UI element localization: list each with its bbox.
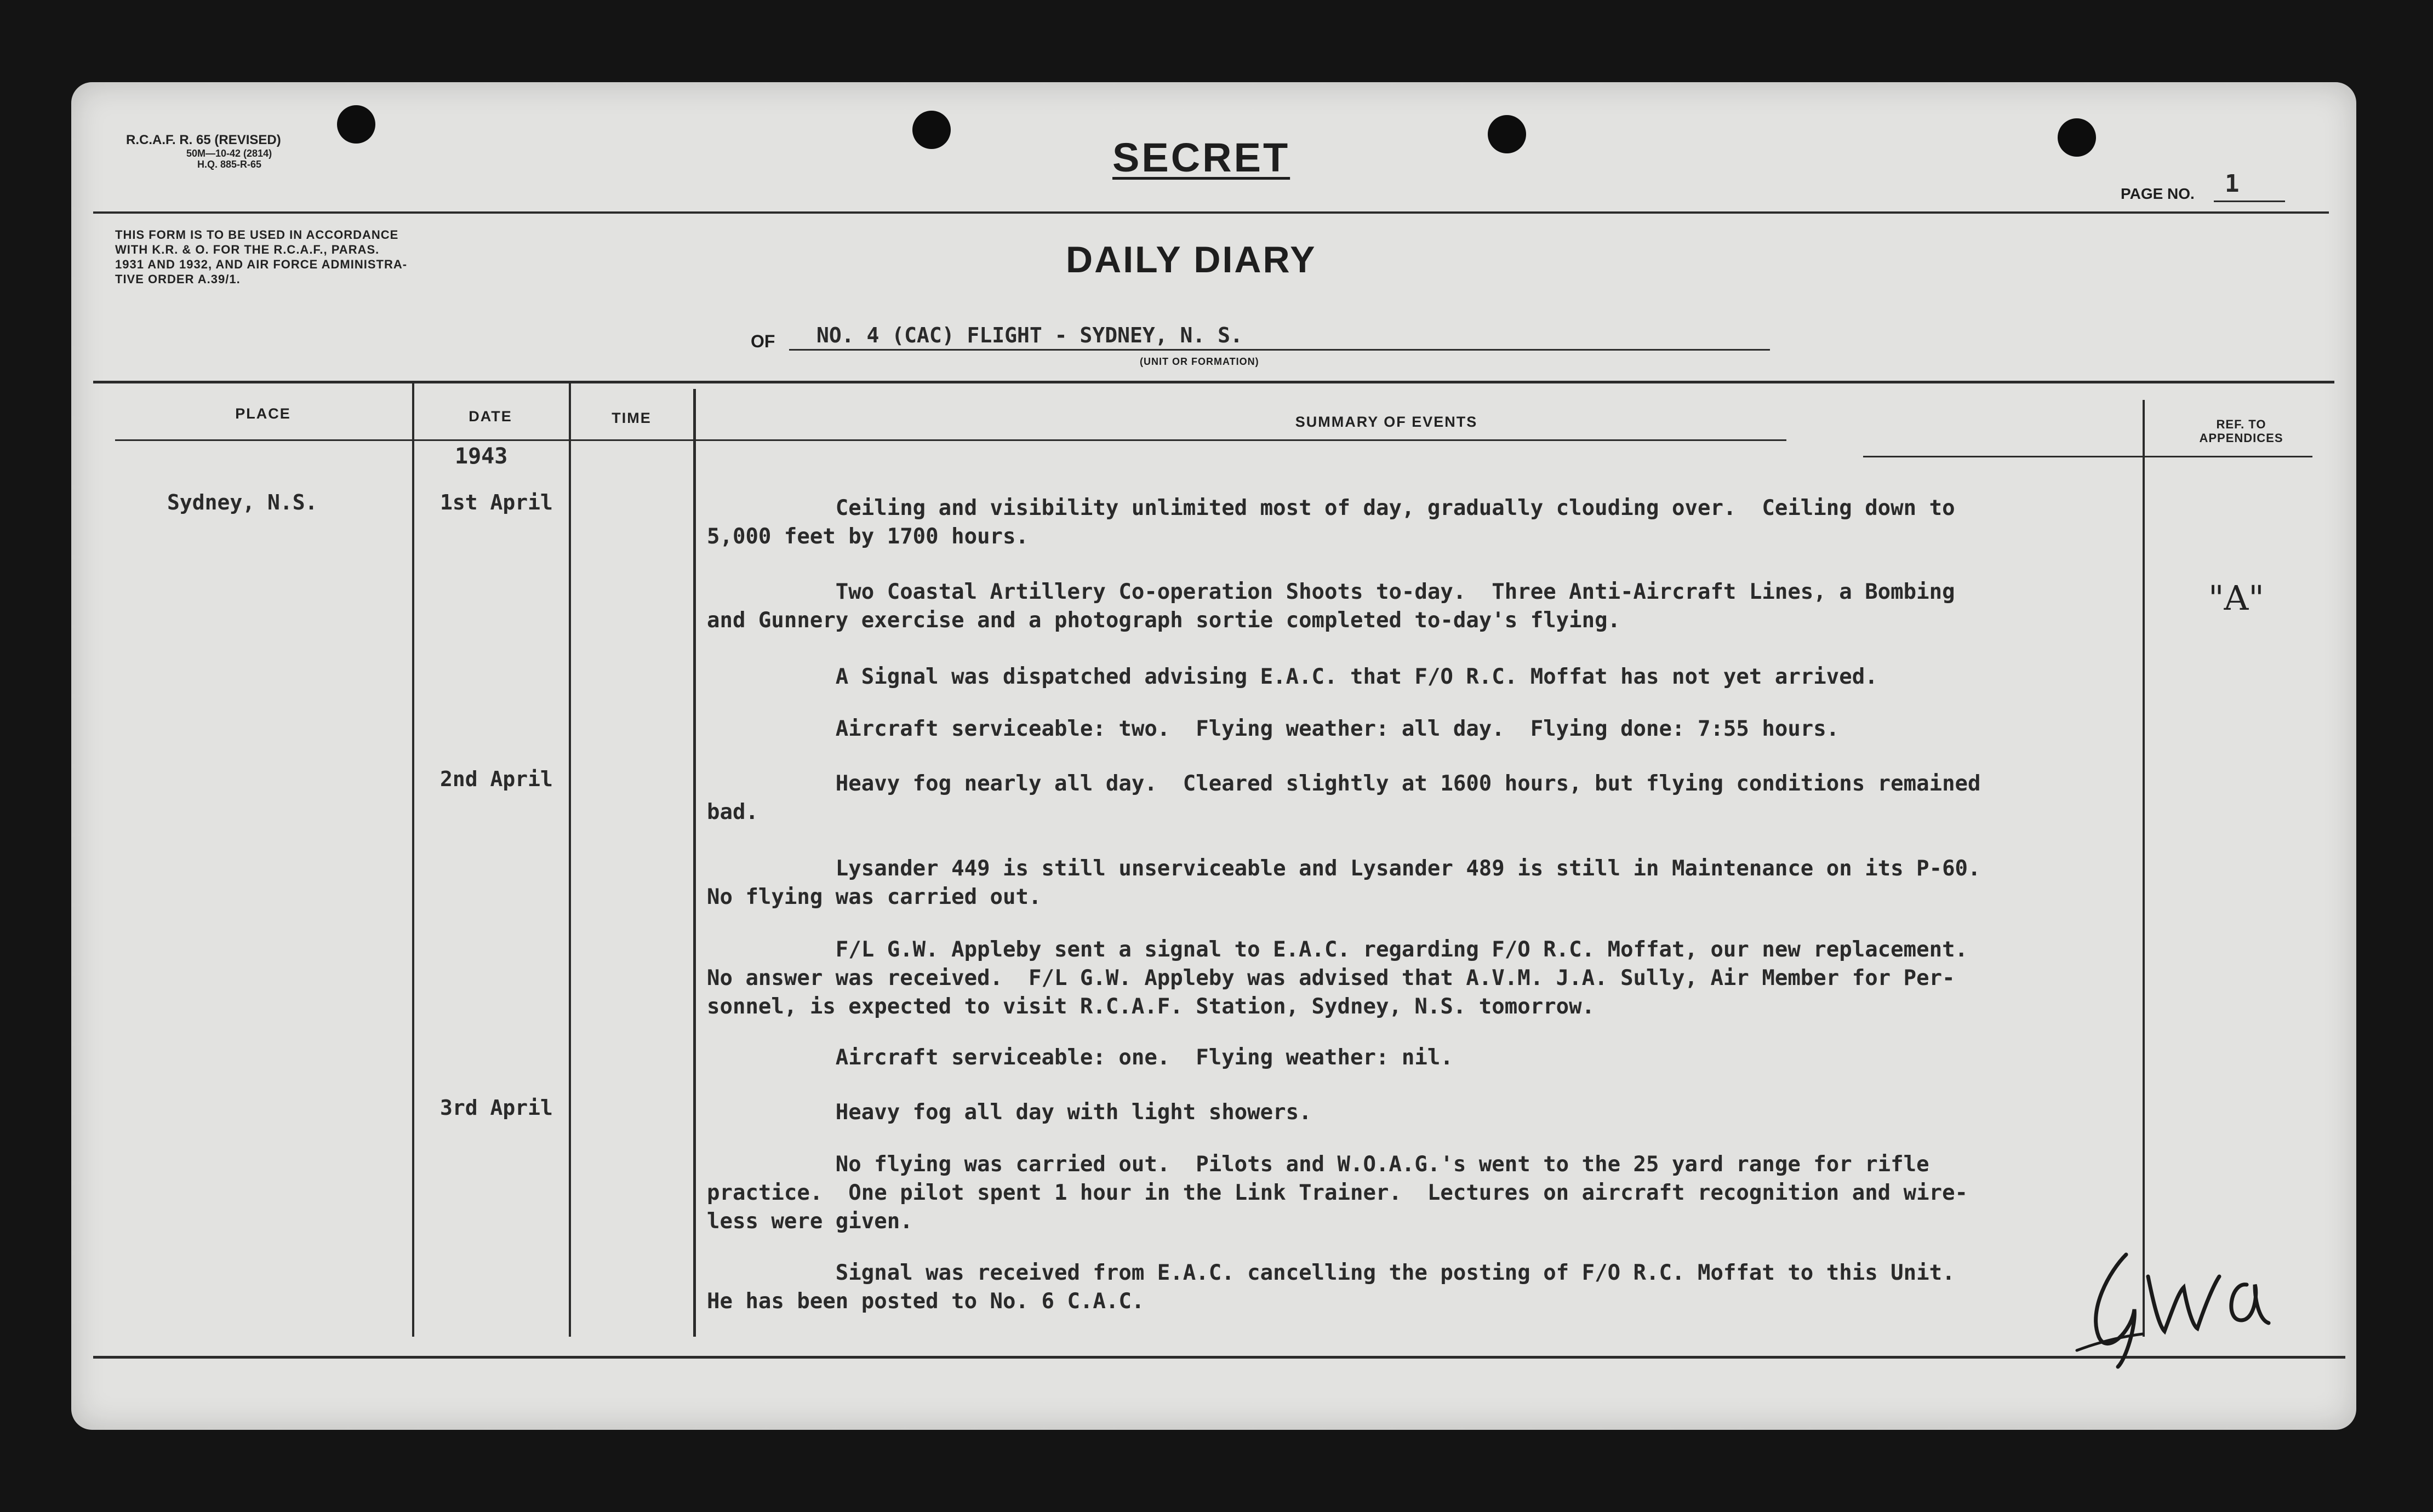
summary-paragraph [707,936,2154,1021]
of-label: OF [751,331,775,351]
instruction-line: TIVE ORDER A.39/1. [115,272,241,286]
summary-paragraph [707,494,2154,551]
instruction-line: THIS FORM IS TO BE USED IN ACCORDANCE [115,228,399,242]
column-header-date: DATE [469,408,512,425]
page-number-label: PAGE NO. [2121,185,2195,202]
summary-line: less were given. [707,1209,913,1234]
entry-year: 1943 [455,444,508,469]
column-header-time: TIME [612,410,652,426]
table-head-rule [115,439,1786,441]
summary-line: Lysander 449 is still unserviceable and Lysander 489 is still in Maintenance on its P-60. [707,856,1981,881]
column-header-place: PLACE [235,405,291,422]
unit-underline [789,349,1770,351]
form-instructions [115,227,407,287]
appendix-reference: "A" [2208,578,2264,618]
entry-place: Sydney, N.S. [167,490,318,514]
entry-date: 1st April [440,490,553,514]
summary-line: Heavy fog nearly all day. Cleared slightly at 1600 hours, but flying conditions remained [707,771,1981,796]
summary-paragraph [707,1044,2154,1072]
summary-paragraph [707,770,2154,827]
header-rule [93,211,2329,214]
signature-initials [2066,1233,2285,1375]
summary-line: practice. One pilot spent 1 hour in the Link Trainer. Lectures on aircraft recognition and wire- [707,1181,1968,1205]
table-head-rule-right [1863,456,2312,457]
page-title: DAILY DIARY [1066,239,1317,280]
summary-line: No flying was carried out. Pilots and W.O.A.G.'s went to the 25 yard range for rifle [707,1152,1929,1177]
summary-line: Ceiling and visibility unlimited most of day, gradually clouding over. Ceiling down to [707,496,1955,520]
summary-line: No flying was carried out. [707,885,1042,909]
summary-line: sonnel, is expected to visit R.C.A.F. Station, Sydney, N.S. tomorrow. [707,994,1595,1019]
form-code-line: H.Q. 885-R-65 [197,159,262,170]
column-header-appendices [2148,417,2334,445]
summary-paragraph [707,855,2154,912]
column-divider [693,389,696,1337]
summary-line: F/L G.W. Appleby sent a signal to E.A.C. regarding F/O R.C. Moffat, our new replacement. [707,937,1968,962]
form-code [126,133,281,170]
summary-paragraph [707,1098,2154,1127]
form-code-line: R.C.A.F. R. 65 (REVISED) [126,133,281,147]
unit-caption: (UNIT OR FORMATION) [1140,356,1259,367]
form-code-line: 50M—10-42 (2814) [186,147,272,159]
summary-line: Two Coastal Artillery Co-operation Shoots to-day. Three Anti-Aircraft Lines, a Bombing [707,580,1955,604]
punch-hole [912,111,951,149]
column-header-appendices-line: APPENDICES [2199,431,2283,445]
summary-paragraph [707,578,2154,635]
column-divider [412,383,414,1337]
summary-line: He has been posted to No. 6 C.A.C. [707,1289,1145,1314]
summary-line: No answer was received. F/L G.W. Appleby was advised that A.V.M. J.A. Sully, Air Member for Per- [707,966,1955,990]
instruction-line: 1931 AND 1932, AND AIR FORCE ADMINISTRA- [115,257,408,271]
summary-line: bad. [707,800,758,824]
classification-stamp: SECRET [1112,135,1290,180]
summary-paragraph [707,715,2154,743]
summary-line: 5,000 feet by 1700 hours. [707,524,1029,549]
column-header-summary: SUMMARY OF EVENTS [1295,414,1478,430]
page-number-line [2214,201,2285,202]
instruction-line: WITH K.R. & O. FOR THE R.C.A.F., PARAS. [115,243,380,256]
summary-paragraph [707,663,2154,691]
summary-paragraph [707,1150,2154,1236]
unit-name: NO. 4 (CAC) FLIGHT - SYDNEY, N. S. [816,323,1243,347]
punch-hole [337,105,375,144]
summary-line: and Gunnery exercise and a photograph sortie completed to-day's flying. [707,608,1621,633]
summary-line: Heavy fog all day with light showers. [707,1100,1312,1125]
column-divider [569,383,571,1337]
entry-date: 3rd April [440,1096,553,1120]
page-number: 1 [2225,170,2240,198]
summary-line: Signal was received from E.A.C. cancelling the posting of F/O R.C. Moffat to this Unit. [707,1261,1955,1285]
diary-sheet [71,82,2356,1430]
summary-paragraph [707,1259,2154,1316]
punch-hole [2058,118,2096,157]
column-header-appendices-line: REF. TO [2216,417,2266,431]
entry-date: 2nd April [440,767,553,791]
table-top-rule [93,381,2334,383]
punch-hole [1488,115,1526,153]
summary-line: Aircraft serviceable: one. Flying weather: nil. [707,1045,1453,1070]
summary-line: Aircraft serviceable: two. Flying weather: all day. Flying done: 7:55 hours. [707,717,1840,741]
table-bottom-rule [93,1356,2345,1359]
summary-line: A Signal was dispatched advising E.A.C. that F/O R.C. Moffat has not yet arrived. [707,665,1878,689]
